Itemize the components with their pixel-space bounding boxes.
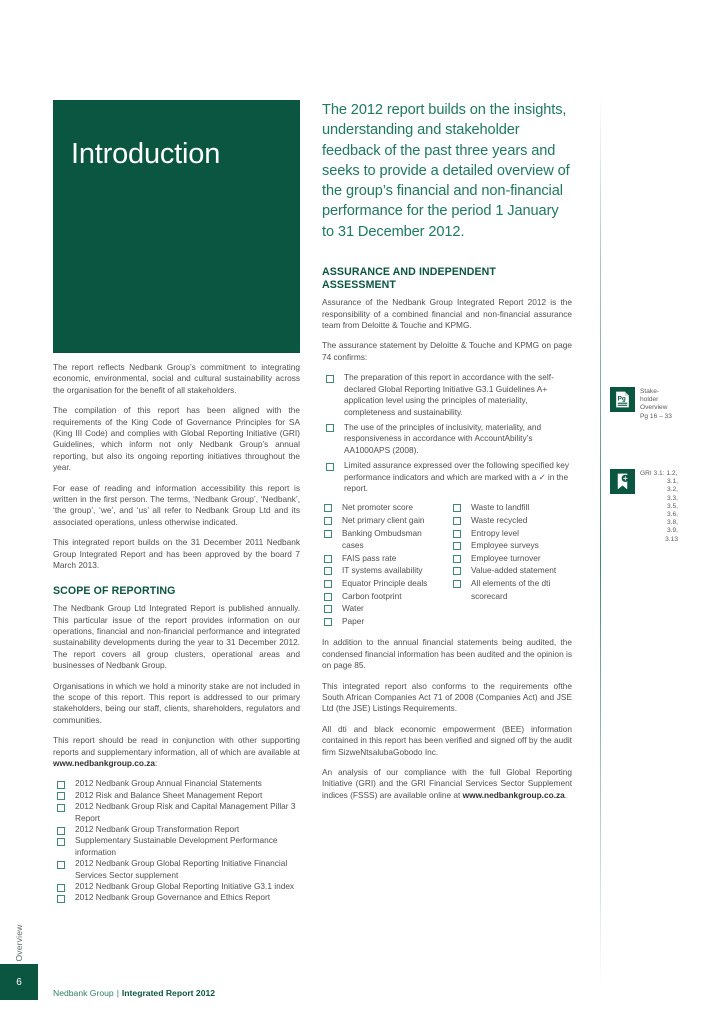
paragraph: For ease of reading and information accessibility this report is written in the first person. The terms, ‘Nedbank Group’, ‘Nedbank’, ‘the group’, ‘we’, and ‘us’ all refer to Nedbank Group Ltd and its associated operations, unless otherwise indicated. bbox=[53, 482, 300, 527]
checkbox-icon bbox=[324, 580, 332, 588]
nedbank-url-link[interactable]: www.nedbankgroup.co.za bbox=[462, 789, 565, 800]
checkbox-icon bbox=[324, 605, 332, 613]
list-item-label: IT systems availability bbox=[342, 565, 423, 576]
list-item bbox=[322, 577, 443, 590]
checkbox-icon bbox=[453, 504, 461, 512]
page-number-badge: 6 bbox=[0, 964, 38, 1000]
svg-text:Pg: Pg bbox=[617, 395, 626, 403]
list-item-label: FAIS pass rate bbox=[342, 552, 397, 563]
left-text-column bbox=[53, 362, 300, 904]
paragraph: This integrated report builds on the 31 December 2011 Nedbank Group Integrated Report and has been approved by the board 7 March 2013. bbox=[53, 537, 300, 571]
list-item-label: 2012 Nedbank Group Global Reporting Initiative Financial Services Sector supplement bbox=[75, 858, 288, 880]
gri-value: 3.6, bbox=[667, 511, 678, 519]
paragraph: Organisations in which we hold a minority stake are not included in the scope of this report. This report is addressed to our primary stakeholders, being our staff, clients, shareholders, regulators and communities. bbox=[53, 680, 300, 725]
list-item-label: Banking Ombudsman cases bbox=[342, 527, 422, 551]
list-item-label: Limited assurance expressed over the following specified key performance indicators and which are marked with a ✓ in the report. bbox=[344, 460, 570, 493]
checkbox-icon bbox=[453, 555, 461, 563]
list-item bbox=[53, 892, 300, 903]
footer-group-name: Nedbank Group bbox=[53, 988, 114, 998]
list-item bbox=[451, 527, 572, 540]
margin-note-gri-index[interactable] bbox=[610, 469, 678, 544]
checkbox-icon bbox=[453, 567, 461, 575]
checkbox-icon bbox=[57, 895, 65, 903]
right-text-column bbox=[322, 100, 572, 801]
list-item bbox=[322, 527, 443, 552]
kpi-columns bbox=[322, 498, 572, 627]
list-item-label: 2012 Nedbank Group Governance and Ethics Report bbox=[75, 892, 271, 903]
paragraph: The report reflects Nedbank Group’s commitment to integrating economic, environmental, social and cultural sustainability across the organisation for the benefit of all stakeholders. bbox=[53, 362, 300, 395]
page-document-icon bbox=[610, 387, 635, 412]
paragraph-final bbox=[322, 767, 572, 801]
paragraph: Assurance of the Nedbank Group Integrated Report 2012 is the responsibility of a combined financial and non-financial assurance team from Deloitte & Touche and KPMG. bbox=[322, 297, 572, 331]
note-line: holder bbox=[640, 396, 659, 404]
list-item-label: The preparation of this report in accordance with the self-declared Global Reporting Initiative G3.1 Guidelines A+ application level using the principles of materiality, completeness and sustainability. bbox=[344, 372, 554, 417]
list-item-label: 2012 Nedbank Group Global Reporting Initiative G3.1 index bbox=[75, 881, 295, 892]
checkbox-icon bbox=[324, 593, 332, 601]
margin-note-stakeholder-overview[interactable] bbox=[610, 387, 672, 421]
left-rail bbox=[0, 0, 38, 1024]
list-item bbox=[53, 835, 300, 858]
gri-value: 3.13 bbox=[665, 535, 678, 543]
list-item-label: 2012 Risk and Balance Sheet Management Report bbox=[75, 789, 263, 800]
checkbox-icon bbox=[324, 517, 332, 525]
list-item bbox=[53, 778, 300, 789]
note-line: Overview bbox=[640, 404, 668, 412]
list-item bbox=[53, 824, 300, 835]
kpi-column-left bbox=[322, 498, 443, 627]
list-item-label: Employee surveys bbox=[471, 540, 539, 551]
checkbox-icon bbox=[57, 884, 65, 892]
checkbox-icon bbox=[453, 580, 461, 588]
list-item-label: Net primary client gain bbox=[342, 514, 425, 525]
checkbox-icon bbox=[57, 861, 65, 869]
list-item bbox=[451, 501, 572, 514]
gri-bookmark-icon bbox=[610, 469, 635, 494]
list-item bbox=[322, 514, 443, 527]
gri-value: 3.1, bbox=[667, 478, 678, 486]
checkbox-icon bbox=[453, 517, 461, 525]
list-item bbox=[322, 372, 572, 418]
list-item-label: Carbon footprint bbox=[342, 590, 402, 601]
list-item-label: Equator Principle deals bbox=[342, 577, 428, 588]
paragraph: The assurance statement by Deloitte & Touche and KPMG on page 74 confirms: bbox=[322, 340, 572, 362]
list-item bbox=[322, 564, 443, 577]
list-item-label: Paper bbox=[342, 615, 365, 626]
gri-value: 3.9, bbox=[667, 527, 678, 535]
list-item bbox=[53, 858, 300, 881]
list-item-label: Entropy level bbox=[471, 527, 519, 538]
checkbox-icon bbox=[453, 530, 461, 538]
footer-separator: | bbox=[116, 988, 119, 998]
kpi-list-left bbox=[322, 501, 443, 627]
list-item bbox=[451, 514, 572, 527]
checkbox-icon bbox=[57, 804, 65, 812]
list-item bbox=[322, 615, 443, 628]
checkbox-icon bbox=[57, 792, 65, 800]
list-item-label: Water bbox=[342, 603, 364, 614]
list-item-label: The use of the principles of inclusivity, materiality, and responsiveness in accordance with AccountAbility’s AA1000APS (2008). bbox=[344, 421, 542, 455]
checkbox-icon bbox=[324, 618, 332, 626]
page-title: Introduction bbox=[71, 138, 221, 170]
paragraph: In addition to the annual financial statements being audited, the condensed financial information has been audited and the opinion is on page 85. bbox=[322, 637, 573, 671]
introduction-panel bbox=[53, 100, 300, 353]
checkbox-icon bbox=[324, 567, 332, 575]
checkbox-icon bbox=[324, 530, 332, 538]
checkbox-icon bbox=[326, 424, 334, 432]
page-footer bbox=[53, 988, 215, 998]
list-item-label: Supplementary Sustainable Development Performance information bbox=[75, 835, 278, 857]
gri-value: 3.3, bbox=[667, 494, 678, 502]
kpi-list-right bbox=[451, 501, 572, 602]
checkbox-icon bbox=[324, 555, 332, 563]
margin-note-text bbox=[640, 387, 672, 421]
final-paragraph-period: . bbox=[564, 789, 568, 800]
list-item bbox=[53, 801, 300, 824]
nedbank-url-link[interactable]: www.nedbankgroup.co.za bbox=[53, 757, 156, 768]
list-item bbox=[53, 790, 300, 801]
checkbox-icon bbox=[324, 504, 332, 512]
checkbox-icon bbox=[57, 827, 65, 835]
supporting-reports-list bbox=[53, 778, 300, 903]
assurance-points-list bbox=[322, 372, 572, 494]
list-item bbox=[322, 501, 443, 514]
list-item bbox=[53, 881, 300, 892]
list-item bbox=[322, 552, 443, 565]
paragraph: The Nedbank Group Ltd Integrated Report is published annually. This particular issue of the report provides information on our operations, financial and non-financial performance and integrated sustainability developments during the year to 31 December 2012. The report covers all group clusters, operational areas and businesses of Nedbank Group. bbox=[53, 603, 300, 671]
margin-note-text bbox=[640, 469, 678, 544]
heading-assurance: ASSURANCE AND INDEPENDENT ASSESSMENT bbox=[322, 266, 496, 291]
footer-report-title: Integrated Report 2012 bbox=[121, 988, 216, 998]
vertical-divider bbox=[600, 96, 601, 986]
list-item-label: All elements of the dti scorecard bbox=[471, 577, 551, 601]
list-item bbox=[322, 602, 443, 615]
section-label-overview: Overview bbox=[14, 924, 24, 962]
paragraph: All dti and black economic empowerment (BEE) information contained in this report has been verified and signed off by the audit firm SizweNtsalubaGobodo Inc. bbox=[322, 723, 572, 757]
gri-value: 3.2, bbox=[667, 486, 678, 494]
list-item-label: 2012 Nedbank Group Risk and Capital Management Pillar 3 Report bbox=[75, 801, 296, 823]
note-line: Stake- bbox=[640, 388, 660, 395]
checkbox-icon bbox=[57, 838, 65, 846]
gri-value: 3.5, bbox=[667, 502, 678, 510]
list-item-label: 2012 Nedbank Group Transformation Report bbox=[75, 824, 240, 834]
checkbox-icon bbox=[326, 463, 334, 471]
supporting-intro-text: This report should be read in conjunction with other supporting reports and supplementary information, all of which are available at bbox=[53, 735, 300, 757]
list-item-label: Waste recycled bbox=[471, 514, 528, 525]
list-item-label: Waste to landfill bbox=[471, 502, 530, 513]
list-item bbox=[322, 590, 443, 603]
gri-first-value: 1.2, bbox=[666, 470, 678, 477]
paragraph: This integrated report also conforms to the requirements ofthe South African Companies Act 71 of 2008 (Companies Act) and JSE Ltd (the JSE) Listings Requirements. bbox=[322, 680, 572, 714]
list-item-label: Value-added statement bbox=[471, 565, 557, 576]
note-line: Pg 16 – 33 bbox=[640, 412, 672, 420]
supporting-intro-colon: : bbox=[155, 757, 158, 768]
checkbox-icon bbox=[57, 781, 65, 789]
final-paragraph-text: An analysis of our compliance with the full Global Reporting Initiative (GRI) and the GRI Financial Services Sector Supplement indices (FSSS) are available online at bbox=[322, 766, 572, 800]
kpi-column-right bbox=[451, 498, 572, 627]
checkbox-icon bbox=[453, 542, 461, 550]
list-item-label: 2012 Nedbank Group Annual Financial Statements bbox=[75, 778, 262, 789]
list-item bbox=[451, 564, 572, 577]
lead-paragraph: The 2012 report builds on the insights, understanding and stakeholder feedback of the past three years and seeks to provide a detailed overview of the group’s financial and non-financial performance for the period 1 January to 31 December 2012. bbox=[322, 102, 570, 240]
list-item bbox=[322, 460, 572, 494]
list-item bbox=[322, 422, 572, 456]
list-item-label: Net promoter score bbox=[342, 502, 414, 513]
gri-label: GRI 3.1: bbox=[640, 470, 665, 477]
supporting-reports-intro bbox=[53, 735, 300, 769]
paragraph: The compilation of this report has been aligned with the requirements of the King Code of Governance Principles for SA (King III Code) and complies with Global Reporting Initiative (GRI) Guidelines, which inform not only Nedbank Group’s annual reporting, but also its ongoing reporting initiatives throughout the year. bbox=[53, 405, 300, 473]
checkbox-icon bbox=[326, 375, 334, 383]
list-item bbox=[451, 552, 572, 565]
gri-value: 3.8, bbox=[667, 519, 678, 527]
list-item bbox=[451, 539, 572, 552]
list-item-label: Employee turnover bbox=[471, 552, 541, 563]
heading-scope-of-reporting: SCOPE OF REPORTING bbox=[53, 584, 176, 597]
list-item bbox=[451, 577, 572, 602]
